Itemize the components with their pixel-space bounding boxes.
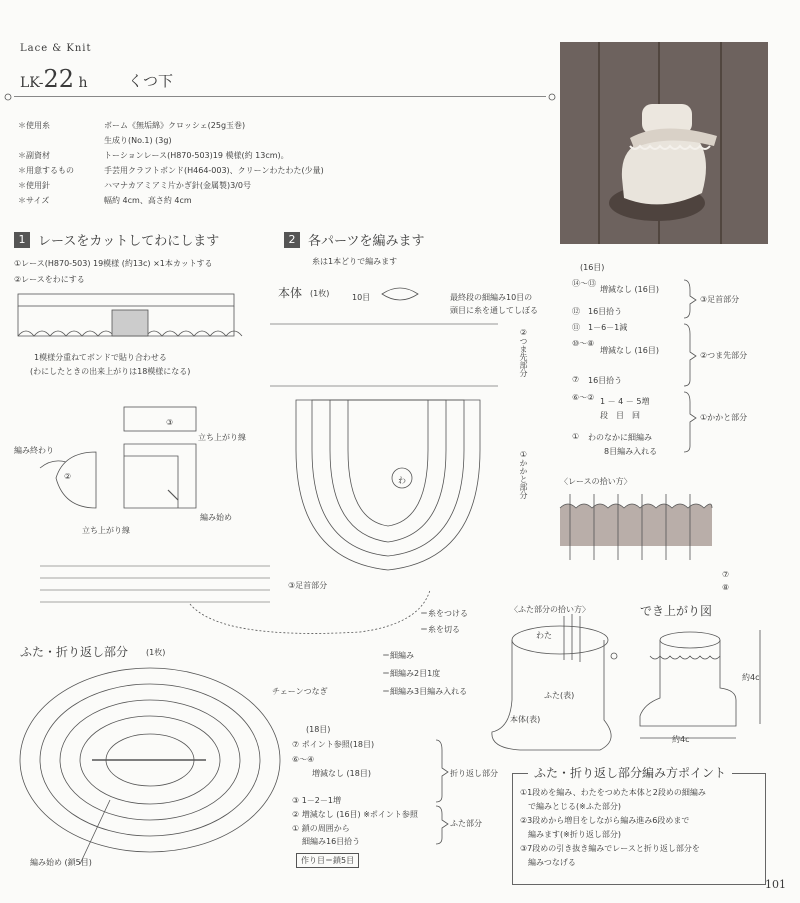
table-row-rows: ⑦ [572, 375, 580, 384]
label-tachiagari-1: 立ち上がり線 [198, 433, 246, 442]
table-row-rows: ⑭～⑬ [572, 279, 596, 288]
section1-title: レースをカットしてわにします [38, 234, 220, 249]
brace-toe: ②つま先部分 [700, 351, 748, 360]
spec-value-size: 幅約 4cm、高さ約 4cm [104, 196, 192, 205]
step-marker-3: ③ [166, 418, 174, 427]
section2-subtitle: 糸は1本どりで編みます [312, 257, 398, 266]
table-row-rows: ⑩～⑧ [572, 339, 595, 348]
futa-foundation: 作り目＝鎖5目 [296, 853, 359, 868]
spec-label-yarn: ＊使用糸 [18, 121, 50, 130]
table-row-desc: 1－6－1減 [588, 323, 628, 332]
points-line: 編みます(※折り返し部分) [520, 830, 621, 839]
code-prefix: LK- [20, 75, 44, 91]
table-row-desc: 増減なし (16目) [600, 285, 659, 294]
label-ankle-part: ③足首部分 [288, 581, 328, 590]
spec-label-materials: ＊副資材 [18, 151, 50, 160]
lace-strip-diagram [18, 294, 242, 336]
futa-row-6-4: 増減なし (18目) [312, 769, 371, 778]
legend-attach: ＝糸をつける [420, 609, 468, 618]
lace-row-7: ⑦ [722, 570, 730, 579]
table-row-desc: わのなかに細編み [588, 433, 652, 442]
hontai-count: (1枚) [310, 289, 330, 298]
table-row-rows: ⑫ [572, 307, 580, 316]
label-toe-part: ②つま先部分 [519, 328, 528, 377]
label-10-stitches: 10目 [352, 293, 371, 302]
futa-row-1b: 細編み16目拾う [302, 837, 361, 846]
points-line: ③7段めの引き抜き編みでレースと折り返し部分を [520, 844, 700, 853]
label-amihajime: 編み始め [200, 513, 232, 522]
finished-width: 約4c [672, 735, 690, 744]
futa-row-7: ⑦ ポイント参照(18目) [292, 740, 375, 749]
section1-step1: ①レース(H870-503) 19模様 (約13c) ×1本カットする [14, 259, 213, 268]
finished-bootie [640, 630, 760, 738]
section2-title: 各パーツを編みます [308, 234, 425, 249]
brace-fold: 折り返し部分 [450, 769, 498, 778]
body-chart [40, 288, 498, 633]
futa-pickup-title: 〈ふた部分の拾い方〉 [510, 605, 590, 614]
finished-height: 約4c [742, 673, 760, 682]
table-row-desc: 16目拾う [588, 376, 623, 385]
brace-heel: ①かかと部分 [700, 413, 748, 422]
spec-value-materials: トーションレース(H870-503)19 模様(約 13cm)。 [104, 151, 289, 160]
final-round-note-2: 頭目に糸を通してしぼる [450, 306, 538, 315]
lace-pickup-title: 〈レースの拾い方〉 [560, 477, 632, 486]
series-label: Lace & Knit [20, 43, 92, 54]
points-title: ふた・折り返し部分編み方ポイント [528, 764, 732, 781]
legend-cut: ＝糸を切る [420, 625, 460, 634]
table-row-desc: 段 目 回 [600, 411, 640, 420]
page-number: 101 [765, 878, 786, 891]
section1-note1: 1模様分重ねてボンドで貼り合わせる [34, 353, 167, 362]
lace-fold-diagram [40, 407, 196, 508]
spec-label-hook: ＊使用針 [18, 181, 50, 190]
rule-ornament-left [5, 94, 11, 100]
code-suffix: h [78, 75, 88, 91]
rule-ornament-right [549, 94, 555, 100]
section1-note2: (わにしたときの出来上がりは18模様になる) [30, 367, 191, 376]
futa-section-title: ふた・折り返し部分 [20, 645, 129, 659]
label-hontai-front: 本体(表) [510, 715, 541, 724]
label-tachiagari-2: 立ち上がり線 [82, 526, 130, 535]
futa-row-2: ② 増減なし (16目) ※ポイント参照 [292, 810, 418, 819]
spec-label-size: ＊サイズ [18, 196, 50, 205]
futa-braces [436, 740, 448, 844]
label-chain-join: チェーンつなぎ [272, 687, 328, 696]
brace-lid: ふた部分 [450, 819, 482, 828]
spec-value-color: 生成り(No.1) (3g) [104, 136, 172, 145]
futa-pickup-diagram [492, 614, 617, 750]
legend-sc3inc: ＝細編み3目編み入れる [382, 687, 468, 696]
table-row-rows: ⑪ [572, 323, 580, 332]
final-round-note-1: 最終段の細編み10目の [450, 293, 533, 302]
futa-oval-chart [20, 668, 280, 864]
lace-row-8: ⑧ [722, 583, 730, 592]
table-row-desc: 増減なし (16目) [600, 346, 659, 355]
points-line: ②3段めから増目をしながら編み進み6段めまで [520, 816, 690, 825]
label-ring: わ [398, 476, 406, 485]
spec-label-supplies: ＊用意するもの [18, 166, 74, 175]
lace-pickup-diagram [560, 494, 712, 560]
spec-value-supplies: 手芸用クラフトボンド(H464-003)、クリーンわたわた(少量) [104, 166, 324, 175]
code-number: 22 [43, 65, 75, 93]
points-line: ①1段めを編み、わたをつめた本体と2段めの細編み [520, 788, 706, 797]
spec-value-yarn: ボーム《無垢綿》クロッシェ(25g玉巻) [104, 121, 246, 130]
futa-top: (18目) [306, 725, 331, 734]
hontai-title: 本体 [278, 286, 303, 300]
futa-row-1a: ① 鎖の周囲から [292, 824, 350, 833]
legend-sc: ＝細編み [382, 651, 414, 660]
legend-sc2tog: ＝細編み2目1度 [382, 669, 441, 678]
spec-value-hook: ハマナカアミアミ片かぎ針(金属製)3/0号 [104, 181, 251, 190]
futa-row-6-4-num: ⑥～④ [292, 755, 315, 764]
section2-number: 2 [284, 232, 300, 248]
points-line: 編みつなげる [520, 858, 576, 867]
page-title: くつ下 [128, 72, 174, 90]
finished-title: でき上がり図 [640, 604, 713, 618]
step-marker-2: ② [64, 472, 72, 481]
table-row-desc: 16目拾う [588, 307, 623, 316]
label-futa-front: ふた(表) [544, 691, 575, 700]
section1-number: 1 [14, 232, 30, 248]
label-wata: わた [536, 631, 552, 640]
label-heel-part: ①かかと部分 [519, 450, 528, 499]
section1-step2: ②レースをわにする [14, 275, 85, 284]
table-row-desc: 1 － 4 － 5増 [600, 397, 650, 406]
table-row-rows: ⑥～② [572, 393, 595, 402]
table-top: (16目) [580, 263, 605, 272]
table-row-rows: ① [572, 432, 580, 441]
points-line: で編みとじる(※ふた部分) [520, 802, 621, 811]
label-futa-start: 編み始め (鎖5目) [30, 858, 92, 867]
table-braces [684, 280, 696, 452]
label-amiowari: 編み終わり [14, 446, 54, 455]
futa-row-3: ③ 1－2－1増 [292, 796, 341, 805]
brace-ankle: ③足首部分 [700, 295, 740, 304]
futa-section-count: (1枚) [146, 648, 166, 657]
table-row-desc: 8目編み入れる [604, 447, 658, 456]
